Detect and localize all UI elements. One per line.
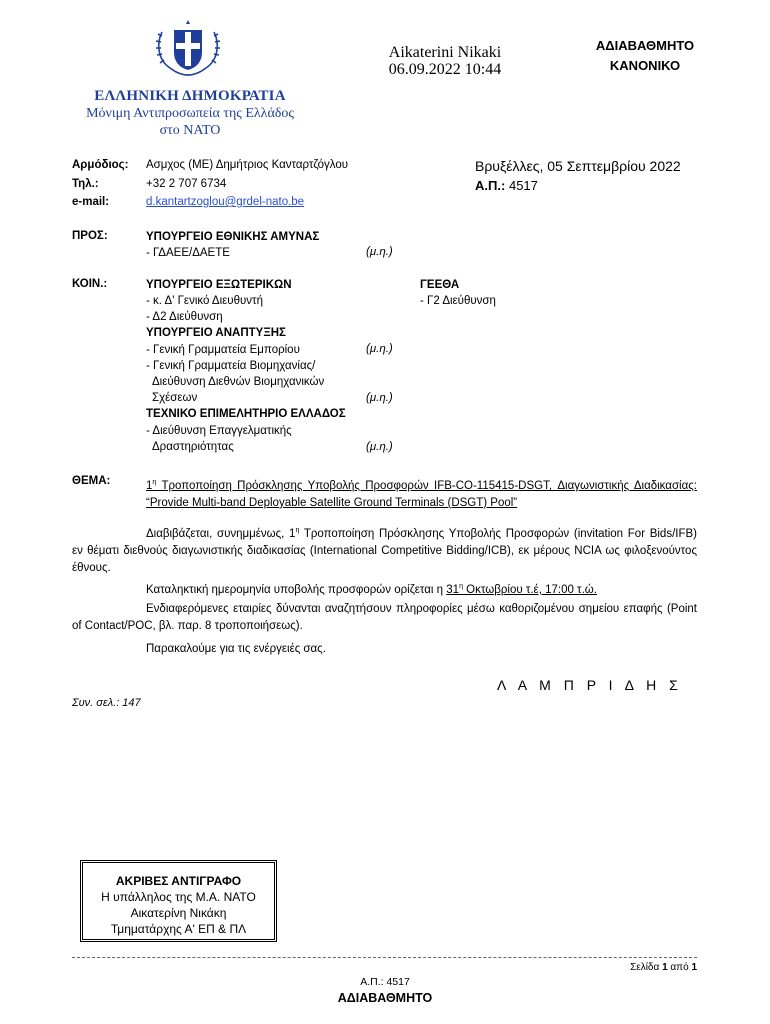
phone-value: +32 2 707 6734 [146,178,227,190]
phone-row [72,178,226,190]
subject-number: 1 [146,479,153,492]
cc-item: - Δ2 Διεύθυνση [146,311,223,323]
classification-header [575,36,715,76]
cc-org-development: ΥΠΟΥΡΓΕΙΟ ΑΝΑΠΤΥΞΗΣ [146,327,286,339]
cc-label: ΚΟΙΝ.: [72,278,108,290]
cc-item: - Γ2 Διεύθυνση [420,295,496,307]
email-link[interactable]: d.kantartzoglou@grdel-nato.be [146,196,305,208]
stamp-line: Τμηματάρχης Α' ΕΠ & ΠΛ [110,922,247,936]
classification-level: ΑΔΙΑΒΑΘΜΗΤΟ [595,38,695,53]
phone-label: Τηλ.: [72,178,99,190]
page-number [600,962,697,973]
email-row [72,196,304,208]
cc-org-geetha: ΓΕΕΘΑ [420,279,460,291]
ordinal-sup: η [459,583,463,590]
date-line: Βρυξέλλες, 05 Σεπτεμβρίου 2022 [475,158,681,174]
government-name: ΕΛΛΗΝΙΚΗ ΔΗΜΟΚΡΑΤΙΑ [94,88,286,104]
digital-signature [380,44,510,78]
certified-copy-stamp [80,860,277,942]
paragraph-text: Διαβιβάζεται, συνημμένως, 1 [146,527,296,540]
footer-classification: ΑΔΙΑΒΑΘΜΗΤΟ [337,991,433,1005]
cc-note: (μ.η.) [366,343,393,355]
deadline-rest: Οκτωβρίου τ.έ, 17:00 τ.ώ. [462,583,597,596]
officer-row [72,159,348,171]
deadline-date [446,584,597,596]
page-current: 1 [662,962,668,973]
cc-item: - Διεύθυνση Επαγγελματικής [146,425,292,437]
page-total: 1 [691,962,697,973]
officer-label: Αρμόδιος: [72,159,129,171]
body-paragraph: Παρακαλούμε για τις ενέργειές σας. [146,643,326,655]
email-label: e-mail: [72,196,110,208]
stamp-title: ΑΚΡΙΒΕΣ ΑΝΤΙΓΡΑΦΟ [115,874,242,888]
cc-item: - κ. Δ' Γενικό Διευθυντή [146,295,263,307]
ordinal-sup: η [295,527,300,534]
to-note: (μ.η.) [366,246,393,258]
to-dept: - ΓΔΑΕΕ/ΔΑΕΤΕ [146,247,230,259]
officer-value: Ασμχος (ΜΕ) Δημήτριος Κανταρτζόγλου [146,159,349,171]
cc-item: Δραστηριότητας [152,441,234,453]
protocol-label: Α.Π.: [475,178,506,193]
subject-text [146,474,697,512]
mission-location: στο ΝΑΤΟ [159,123,221,138]
deadline-day: 31 [446,583,460,596]
cc-item: Σχέσεων [152,392,198,404]
paragraph-text: Τροποποίηση Πρόσκλησης Υποβολής Προσφορών (invitation For Bids/IFB) εν θέματι διεθνούς διαγωνιστικής διαδικασίας (International Competitive Bidding/ICB), εκ μέρους NCIA ως φιλοξενούντος έθνους. [72,527,697,574]
signature-name: Λ Α Μ Π Ρ Ι Δ Η Σ [497,677,683,693]
subject-ordinal: η [152,479,157,486]
signer-timestamp: 06.09.2022 10:44 [388,61,502,78]
page-mid: από [667,962,692,973]
attachments-count: Συν. σελ.: 147 [72,697,141,709]
protocol-number [475,178,538,193]
body-paragraph [72,522,697,577]
to-org: ΥΠΟΥΡΓΕΙΟ ΕΘΝΙΚΗΣ ΑΜΥΝΑΣ [146,231,320,243]
cc-note: (μ.η.) [366,441,393,453]
cc-org-technical-chamber: ΤΕΧΝΙΚΟ ΕΠΙΜΕΛΗΤΗΡΙΟ ΕΛΛΑΔΟΣ [146,408,346,420]
body-paragraph [72,578,697,599]
paragraph-text: Καταληκτική ημερομηνία υποβολής προσφορών ορίζεται η [146,583,447,596]
cc-item: - Γενική Γραμματεία Εμπορίου [146,344,300,356]
protocol-value: 4517 [508,178,538,193]
to-label: ΠΡΟΣ: [72,230,108,242]
subject-body: Τροποποίηση Πρόσκλησης Υποβολής Προσφορών IFB-CO-115415-DSGT, Διαγωνιστικής Διαδικασίας: “Provide Multi-band Deployable Satellite Ground Terminals (DSGT) Pool” [146,479,697,509]
cc-item: Διεύθυνση Διεθνών Βιομηχανικών [152,376,325,388]
government-header [70,88,310,139]
body-paragraph: Ενδιαφερόμενες εταιρίες δύνανται αναζητήσουν πληροφορίες μέσω καθοριζομένου σημείου επαφής (Point of Contact/POC, βλ. παρ. 8 τροποποιήσεως). [72,603,697,632]
cc-note: (μ.η.) [366,392,393,404]
footer-protocol: Α.Π.: 4517 [360,976,410,988]
mission-name: Μόνιμη Αντιπροσωπεία της Ελλάδος [86,106,294,121]
stamp-line: Αικατερίνη Νικάκη [130,906,227,920]
cc-org-foreign: ΥΠΟΥΡΓΕΙΟ ΕΞΩΤΕΡΙΚΩΝ [146,279,292,291]
cc-item: - Γενική Γραμματεία Βιομηχανίας/ [146,360,316,372]
subject-label: ΘΕΜΑ: [72,475,111,487]
footer-divider [72,957,697,958]
stamp-line: Η υπάλληλος της Μ.Α. ΝΑΤΟ [101,890,256,904]
greek-coat-of-arms-icon [150,18,226,88]
page-prefix: Σελίδα [630,962,663,973]
signer-name: Aikaterini Nikaki [388,44,502,61]
priority-level: ΚΑΝΟΝΙΚΟ [609,58,681,73]
